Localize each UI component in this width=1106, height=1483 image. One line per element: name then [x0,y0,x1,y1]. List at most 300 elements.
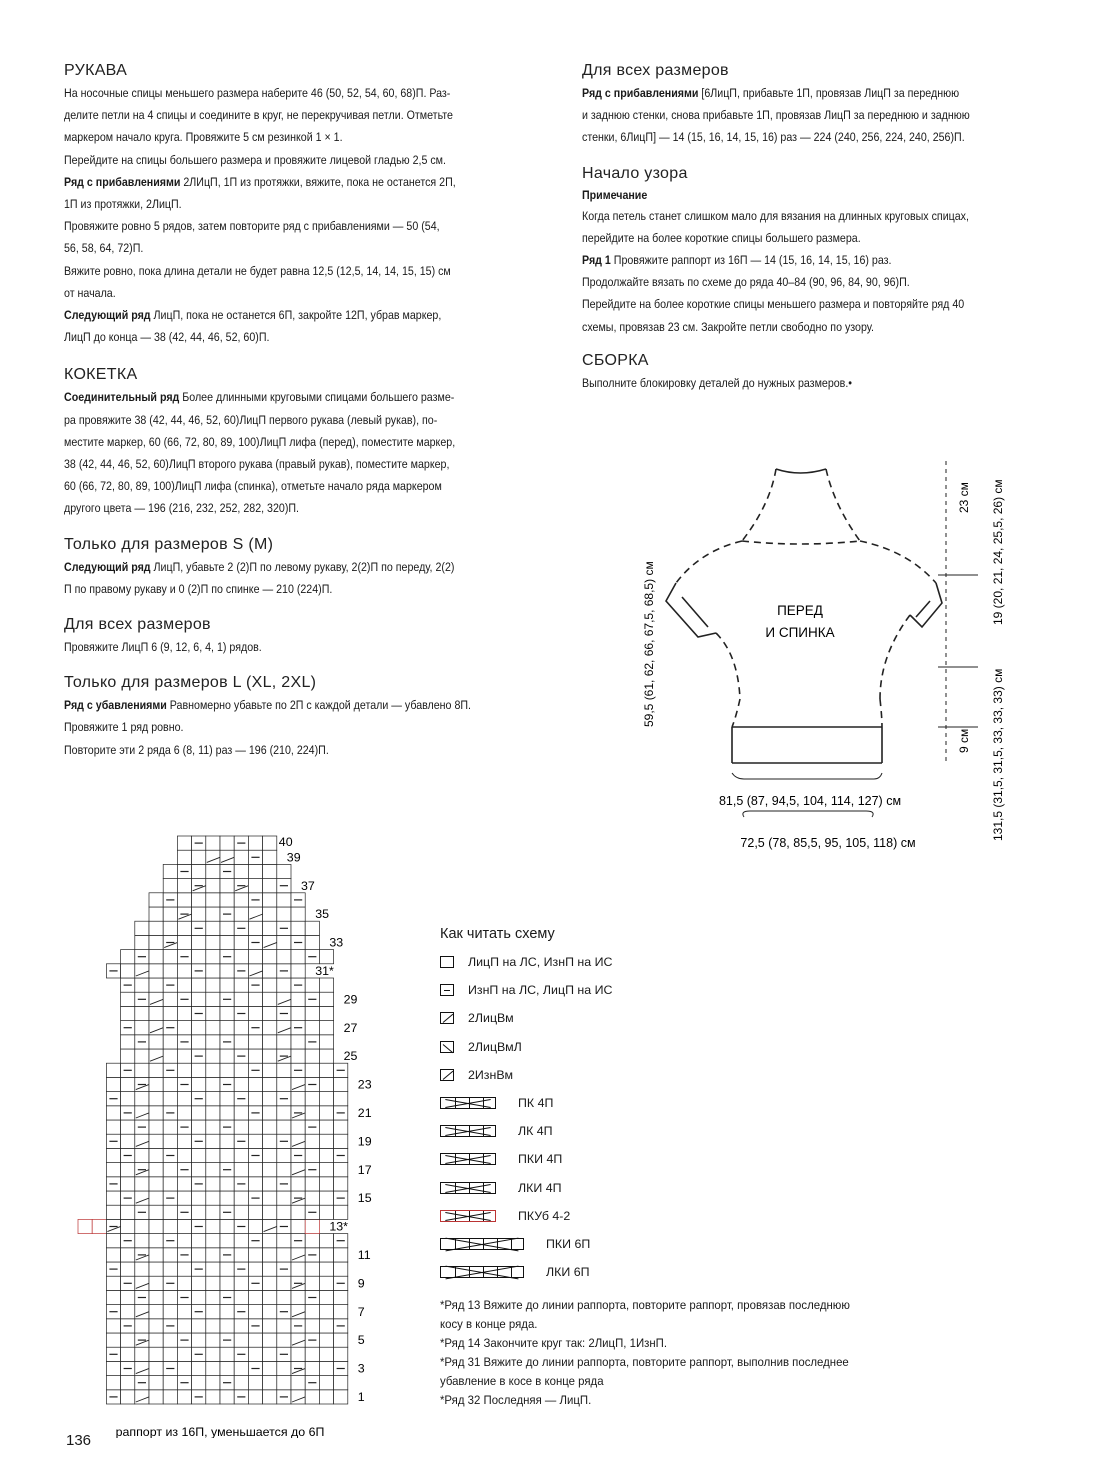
chart-cell [149,1205,163,1219]
legend-item [440,1145,1060,1173]
chart-cell [305,935,319,949]
chart-cell [305,1234,319,1248]
chart-cell [277,893,291,907]
chart-cell [248,1205,262,1219]
chart-cell [319,1319,333,1333]
chart-cell [206,1191,220,1205]
chart-cell [206,1248,220,1262]
chart-cell [106,1148,120,1162]
chart-cell [163,1035,177,1049]
knit-symbol-icon [440,956,454,968]
chart-cell [277,1035,291,1049]
chart-cell [248,1333,262,1347]
chart-cell [234,1234,248,1248]
chart-cell [263,1163,277,1177]
chart-cell [163,921,177,935]
chart-cell [163,1163,177,1177]
text-line: Когда петель станет слишком мало для вязания на длинных круговых спицах, [582,208,969,223]
yoke-section [64,366,564,519]
chart-cell [234,1248,248,1262]
chart-cell [234,978,248,992]
chart-cell [334,1290,348,1304]
chart-cell [305,1106,319,1120]
chart-cell [277,907,291,921]
c4r-symbol-icon [440,1097,496,1109]
chart-cell [319,1234,333,1248]
chart-cell [177,850,191,864]
chart-cell [192,1361,206,1375]
chart-cell [121,1163,135,1177]
legend-item [440,1089,1060,1117]
chart-cell [277,1290,291,1304]
chart-cell [291,950,305,964]
text-line: Повторите эти 2 ряда 6 (8, 11) раз — 196 (210, 224)П. [64,742,329,757]
chart-cell [78,1219,92,1233]
legend-label: ЛКИ 4П [518,1180,562,1195]
chart-cell [149,1035,163,1049]
chart-cell [234,1191,248,1205]
chart-cell [220,1148,234,1162]
center-label-2: И СПИНКА [765,625,835,640]
chart-cell [106,1376,120,1390]
chart-cell [177,1092,191,1106]
chart-cell [192,1077,206,1091]
chart-cell [263,1390,277,1404]
chart-cell [177,1319,191,1333]
chart-cell [149,1290,163,1304]
chart-cell [263,964,277,978]
side-left [732,699,740,727]
chart-cell [92,1219,106,1233]
chart-cell [277,1276,291,1290]
chart-cell [121,1376,135,1390]
chart-cell [121,1006,135,1020]
center-label-1: ПЕРЕД [777,603,823,618]
chart-cell [305,1262,319,1276]
chart-cell [135,1262,149,1276]
chart-cell [149,950,163,964]
chart-cell [135,1177,149,1191]
shoulder-right [860,541,936,583]
chart-cell [220,1361,234,1375]
row-number: 29 [343,992,358,1007]
chart-cell [206,1290,220,1304]
chart-cell [291,1035,305,1049]
chart-cell [234,907,248,921]
chart-cell [206,1205,220,1219]
chart-cell [234,1106,248,1120]
chart-cell [291,992,305,1006]
legend-title: Как читать схему [440,926,555,942]
chart-cell [121,1205,135,1219]
all-sizes-left-section [64,616,564,658]
collar-right-edge [826,469,860,541]
chart-cell [248,864,262,878]
chart-cell [334,1333,348,1347]
chart-cell [163,1248,177,1262]
chart-cell [248,1120,262,1134]
chart-cell [177,1347,191,1361]
chart-cell [106,1319,120,1333]
chart-cell [305,921,319,935]
chart-cell [106,1290,120,1304]
chart-cell [263,921,277,935]
chart-cell [177,1361,191,1375]
chart-cell [248,1035,262,1049]
mid-height-label: 19 (20, 21, 24, 25,5, 26) см [991,479,1005,625]
legend-item [440,976,1060,1004]
chart-cell [177,1305,191,1319]
chart-cell [106,1163,120,1177]
chart-cell [291,1049,305,1063]
chart-cell [234,1205,248,1219]
chart-cell [163,992,177,1006]
footnote-line: *Ряд 31 Вяжите до линии раппорта, повторите раппорт, выполнив последнее [440,1355,849,1370]
chart-cell [263,1006,277,1020]
chart-cell [248,1006,262,1020]
chart-cell [149,1134,163,1148]
chart-cell [305,1219,319,1233]
text-line: схемы, провязав 23 см. Закройте петли свободно по узору. [582,319,875,334]
chart-cell [319,1120,333,1134]
chart-cell [220,964,234,978]
total-height-label: 131,5 (31,5, 31,5, 33, 33, 33) см [991,668,1005,841]
chart-cell [206,1106,220,1120]
text-line: 60 (66, 72, 80, 89, 100)ЛицП лифа (спинка), отметьте начало ряда маркером [64,479,442,494]
chart-cell [248,1305,262,1319]
chart-cell [263,1063,277,1077]
chart-cell [121,992,135,1006]
garment-schematic [620,455,1040,860]
chart-cell [206,836,220,850]
chart-cell [220,1305,234,1319]
chart-cell [177,836,191,850]
chart-cell [135,1049,149,1063]
text-line: стенки, 6ЛицП] — 14 (15, 16, 14, 15, 16) раз — 224 (240, 256, 224, 240, 256)П. [582,130,965,145]
chart-cell [248,1177,262,1191]
chart-cell [177,935,191,949]
chart-cell [177,1006,191,1020]
knitting-chart [74,826,414,1443]
chart-cell [263,1148,277,1162]
chart-svg [74,826,414,1438]
chart-cell [234,893,248,907]
chart-cell [135,978,149,992]
chart-cell [234,1120,248,1134]
chart-cell [220,921,234,935]
chart-cell [234,1276,248,1290]
chart-cell [263,1134,277,1148]
row-number: 37 [301,878,315,893]
chart-cell [334,1092,348,1106]
chart-cell [163,1006,177,1020]
text-line: 38 (42, 44, 46, 52, 60)ЛицП второго рукава (правый рукав), поместите маркер, [64,457,450,472]
chart-cell [163,1077,177,1091]
chart-cell [234,950,248,964]
chart-cell [121,1177,135,1191]
chart-cell [319,950,333,964]
chart-cell [334,1177,348,1191]
chart-cell [149,1376,163,1390]
chart-cell [206,1035,220,1049]
chart-cell [319,1092,333,1106]
bold-lead: Следующий ряд [64,308,151,323]
chart-cell [263,1205,277,1219]
chart-cell [263,1049,277,1063]
chart-cell [305,1276,319,1290]
text-line: ЛицП до конца — 38 (42, 44, 46, 52, 60)П. [64,330,270,345]
chart-cell [220,1006,234,1020]
chart-cell [220,1234,234,1248]
chart-cell [319,1021,333,1035]
assembly-title: СБОРКА [582,351,649,369]
chart-cell [149,907,163,921]
chart-cell [220,978,234,992]
chart-cell [319,1376,333,1390]
chart-cell [192,1148,206,1162]
legend-item [440,1230,1060,1258]
chart-cell [263,1347,277,1361]
chart-cell [263,1021,277,1035]
text-line: и заднюю стенки, снова прибавьте 1П, провязав ЛицП за переднюю и заднюю [582,108,970,123]
chart-cell [163,950,177,964]
chart-cell [334,1390,348,1404]
chart-cell [149,1063,163,1077]
chart-cell [220,1390,234,1404]
chart-cell [121,1305,135,1319]
chart-cell [149,1361,163,1375]
chart-cell [220,1191,234,1205]
chart-cell [319,1205,333,1219]
legend-label: ПКУб 4-2 [518,1208,571,1223]
chart-cell [234,1077,248,1091]
chart-cell [263,879,277,893]
chart-cell [177,1049,191,1063]
chart-cell [177,1021,191,1035]
chart-cell [177,978,191,992]
chart-cell [206,1361,220,1375]
chart-cell [248,1347,262,1361]
chart-cell [334,1077,348,1091]
chart-cell [263,1120,277,1134]
chart-cell [177,1106,191,1120]
chart-cell [135,1092,149,1106]
chart-cell [263,950,277,964]
chart-cell [277,1234,291,1248]
hem-height-label: 9 см [957,728,971,753]
chart-cell [206,1177,220,1191]
chart-cell [305,1148,319,1162]
text-line: Перейдите на спицы большего размера и провяжите лицевой гладью 2,5 см. [64,152,446,167]
legend-label: ЛицП на ЛС, ИзнП на ИС [468,955,613,970]
legend-item [440,1202,1060,1230]
chart-cell [149,1276,163,1290]
chart-cell [106,1120,120,1134]
chart-cell [192,864,206,878]
chart-cell [234,1163,248,1177]
sleeves-title: РУКАВА [64,62,128,79]
upper-width-label: 81,5 (87, 94,5, 104, 114, 127) см [718,794,902,808]
chart-cell [206,907,220,921]
chart-cell [163,1219,177,1233]
chart-cell [121,950,135,964]
chart-cell [149,1305,163,1319]
text-line: 1П из протяжки, 2ЛицП. [64,197,182,212]
legend-label: 2ЛицВм [468,1011,514,1026]
legend-label: ЛКИ 6П [546,1265,590,1280]
chart-cell [206,1390,220,1404]
chart-cell [149,1106,163,1120]
chart-cell [319,1006,333,1020]
chart-cell [248,1248,262,1262]
only-sm-section [64,536,564,600]
chart-cell [277,950,291,964]
text-span: ЛицП, убавьте 2 (2)П по левому рукаву, 2(2)П по переду, 2(2) [150,559,455,574]
chart-cell [106,1191,120,1205]
chart-cell [121,1248,135,1262]
chart-cell [121,1134,135,1148]
chart-cell [163,1347,177,1361]
chart-cell [263,1077,277,1091]
yoke-title: КОКЕТКА [64,366,138,384]
chart-cell [192,893,206,907]
chart-cell [234,992,248,1006]
pattern-start-section [582,165,1082,338]
chart-cell [220,1092,234,1106]
chart-cell [248,1092,262,1106]
chart-cell [121,1390,135,1404]
text-span: ЛицП, пока не останется 6П, закройте 12П, убрав маркер, [150,308,442,323]
chart-cell [220,1021,234,1035]
chart-cell [248,1049,262,1063]
chart-cell [149,1148,163,1162]
upper-width-arrow [732,773,882,779]
text-line: Провяжите ЛицП 6 (9, 12, 6, 4, 1) рядов. [64,640,262,655]
chart-cell [220,1063,234,1077]
chart-cell [319,992,333,1006]
chart-cell [206,1134,220,1148]
chart-cell [319,1063,333,1077]
chart-cell [206,1219,220,1233]
chart-cell [234,1063,248,1077]
chart-cell [149,1092,163,1106]
chart-cell [248,1163,262,1177]
chart-cell [334,1205,348,1219]
underarm-right [880,615,910,699]
footnote-line: *Ряд 13 Вяжите до линии раппорта, повторите раппорт, провязав последнюю [440,1298,850,1313]
row-number: 25 [343,1049,358,1064]
neck-seam [742,541,860,544]
all-sizes-right-title: Для всех размеров [582,62,729,79]
chart-cell [305,1092,319,1106]
chart-cell [234,1021,248,1035]
chart-cell [206,1006,220,1020]
chart-cell [192,850,206,864]
shoulder-left [676,541,742,583]
chart-cell [334,1305,348,1319]
chart-cell [149,964,163,978]
chart-cell [106,1234,120,1248]
chart-cell [220,1319,234,1333]
text-line: 56, 58, 64, 72)П. [64,241,144,256]
bold-lead: Ряд с прибавлениями [64,174,181,189]
chart-cell [234,1333,248,1347]
chart-cell [149,1219,163,1233]
bold-lead: Ряд с прибавлениями [582,86,699,100]
chart-cell [305,1305,319,1319]
text-line [64,386,563,408]
chart-cell [277,1361,291,1375]
row-number: 3 [357,1361,365,1376]
text-line [64,171,563,193]
chart-cell [163,1120,177,1134]
chart-cell [206,978,220,992]
text-line: перейдите на более короткие спицы большего размера. [582,230,861,245]
chart-cell [248,1290,262,1304]
chart-cell [163,964,177,978]
chart-cell [149,935,163,949]
chart-cell [277,1106,291,1120]
chart-cell [106,1063,120,1077]
bold-lead: Ряд 1 [582,253,611,268]
chart-cell [277,1333,291,1347]
legend-item [440,1004,1060,1032]
chart-cell [206,1077,220,1091]
chart-cell [234,1035,248,1049]
row-number: 11 [357,1248,371,1262]
chart-cell [277,1319,291,1333]
chart-cell [149,921,163,935]
chart-cell [291,1120,305,1134]
underarm-left [716,633,740,699]
chart-cell [163,1092,177,1106]
chart-cell [206,864,220,878]
chart-cell [305,1319,319,1333]
chart-cell [291,1290,305,1304]
chart-cell [206,992,220,1006]
chart-cell [263,836,277,850]
chart-cell [277,1163,291,1177]
all-sizes-right-section [582,62,1082,149]
cuff-left [666,583,716,637]
chart-cell [263,1234,277,1248]
chart-cell [319,1390,333,1404]
chart-cell [263,864,277,878]
chart-cell [106,1276,120,1290]
chart-cell [121,1347,135,1361]
chart-cell [192,1290,206,1304]
chart-cell [277,1120,291,1134]
bold-lead: Следующий ряд [64,559,151,574]
chart-cell [149,1234,163,1248]
chart-cell [121,1077,135,1091]
chart-cell [263,1319,277,1333]
chart-cell [334,1262,348,1276]
chart-cell [248,1390,262,1404]
only-l-section [64,674,564,761]
chart-cell [177,1148,191,1162]
chart-cell [135,1234,149,1248]
chart-cell [319,1148,333,1162]
chart-cell [135,935,149,949]
chart-cell [206,879,220,893]
row-number: 31* [315,964,334,978]
chart-cell [206,935,220,949]
text-line: ра провяжите 38 (42, 44, 46, 52, 60)ЛицП первого рукава (левый рукав), по- [64,412,438,427]
chart-cell [206,1347,220,1361]
chart-cell [106,1205,120,1219]
chart-cell [149,1390,163,1404]
